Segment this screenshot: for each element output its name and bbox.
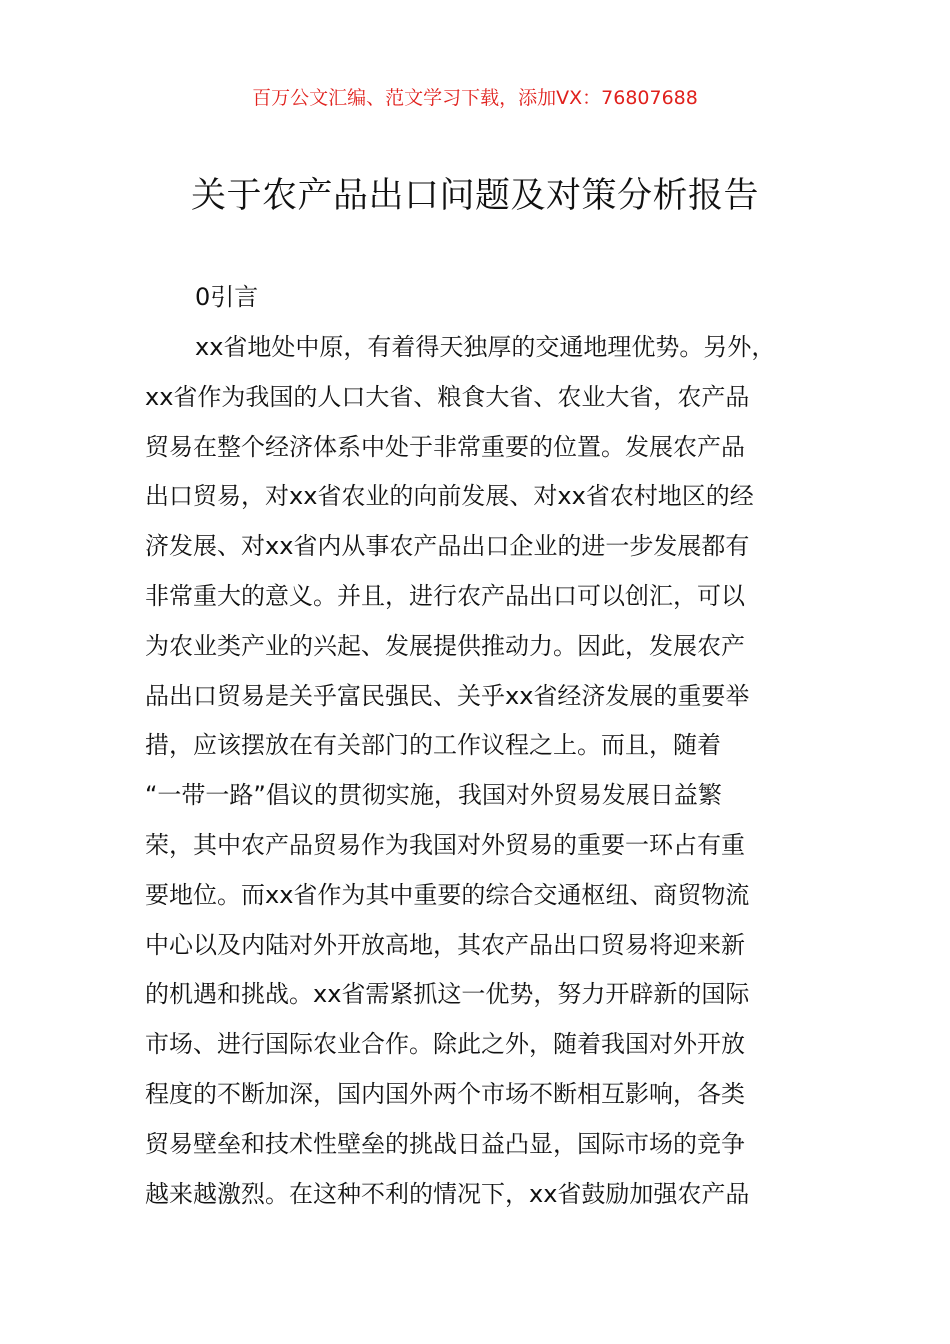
paragraph-line: 要地位。而xx省作为其中重要的综合交通枢纽、商贸物流 — [145, 880, 750, 909]
paragraph-line: 市场、进行国际农业合作。除此之外，随着我国对外开放 — [145, 1030, 745, 1059]
download-banner: 百万公文汇编、范文学习下载，添加VX：76807688 — [252, 87, 698, 109]
paragraph-line: 济发展、对xx省内从事农产品出口企业的进一步发展都有 — [145, 532, 750, 561]
paragraph-line: 程度的不断加深，国内国外两个市场不断相互影响，各类 — [145, 1079, 745, 1108]
section-heading: 0引言 — [195, 283, 259, 311]
paragraph-line: xx省地处中原，有着得天独厚的交通地理优势。另外， — [195, 333, 776, 361]
paragraph-line: 的机遇和挑战。xx省需紧抓这一优势，努力开辟新的国际 — [145, 980, 750, 1009]
paragraph-line: 品出口贸易是关乎富民强民、关乎xx省经济发展的重要举 — [145, 681, 750, 710]
paragraph-line: 出口贸易，对xx省农业的向前发展、对xx省农村地区的经 — [145, 482, 754, 511]
paragraph-line: 贸易在整个经济体系中处于非常重要的位置。发展农产品 — [145, 432, 745, 461]
document-title: 关于农产品出口问题及对策分析报告 — [190, 176, 759, 216]
paragraph-line: 非常重大的意义。并且，进行农产品出口可以创汇，可以 — [145, 581, 745, 610]
body-paragraph — [145, 330, 810, 1226]
paragraph-line: “一带一路”倡议的贯彻实施，我国对外贸易发展日益繁 — [145, 781, 722, 810]
paragraph-line: 越来越激烈。在这种不利的情况下，xx省鼓励加强农产品 — [145, 1179, 750, 1208]
paragraph-line: xx省作为我国的人口大省、粮食大省、农业大省，农产品 — [145, 382, 750, 411]
paragraph-line: 荣，其中农产品贸易作为我国对外贸易的重要一环占有重 — [145, 830, 745, 859]
paragraph-line: 措，应该摆放在有关部门的工作议程之上。而且，随着 — [145, 731, 721, 760]
paragraph-line: 中心以及内陆对外开放高地，其农产品出口贸易将迎来新 — [145, 930, 745, 959]
paragraph-line: 为农业类产业的兴起、发展提供推动力。因此，发展农产 — [145, 631, 745, 660]
paragraph-line: 贸易壁垒和技术性壁垒的挑战日益凸显，国际市场的竞争 — [145, 1129, 745, 1158]
